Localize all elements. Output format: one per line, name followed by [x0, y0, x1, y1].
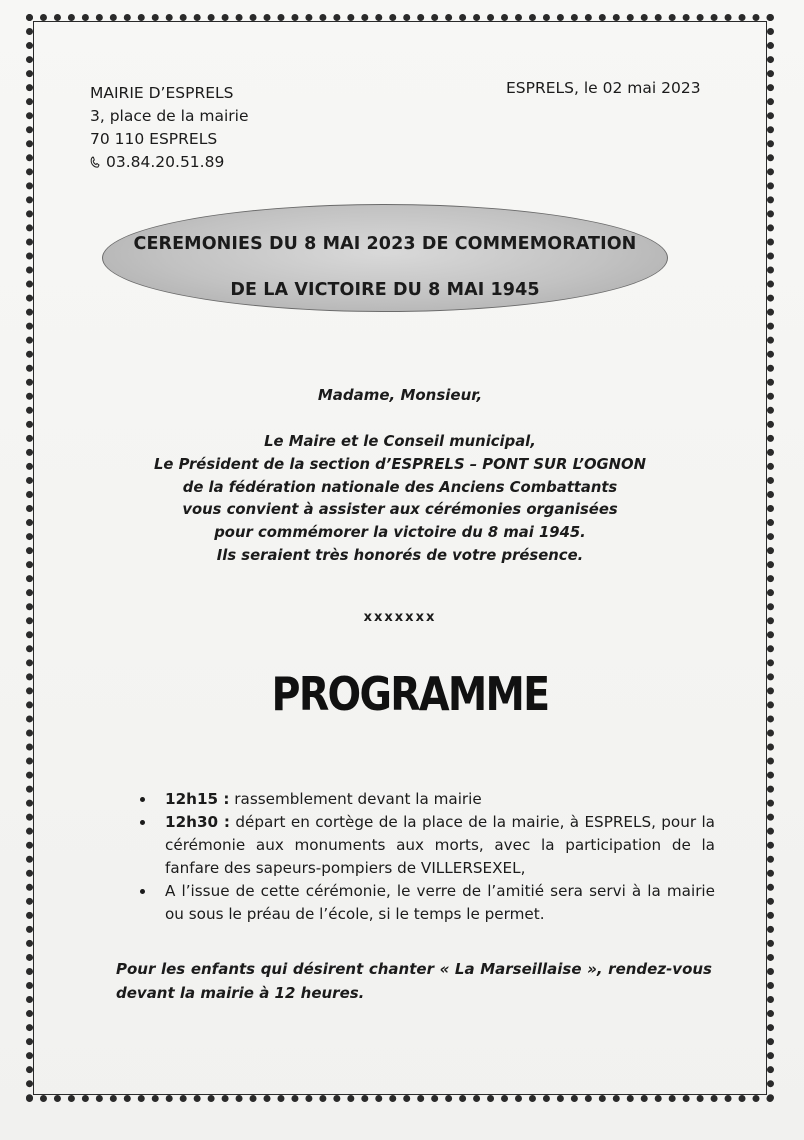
sender-street: 3, place de la mairie: [90, 107, 249, 125]
date-line: ESPRELS, le 02 mai 2023: [506, 79, 701, 97]
bullet-icon: [140, 820, 145, 825]
invitation-text: [100, 431, 700, 568]
programme-heading: PROGRAMME: [271, 667, 549, 721]
children-note: [116, 957, 712, 1005]
sender-address-block: [90, 82, 249, 174]
sender-phone: 03.84.20.51.89: [106, 153, 225, 171]
sender-city: 70 110 ESPRELS: [90, 130, 218, 148]
sender-name: MAIRIE D’ESPRELS: [90, 84, 234, 102]
phone-icon: [90, 156, 101, 168]
title-line-2: DE LA VICTOIRE DU 8 MAI 1945: [230, 280, 540, 300]
programme-time: 12h30 :: [165, 813, 230, 831]
title-line-1: CEREMONIES DU 8 MAI 2023 DE COMMEMORATION: [133, 234, 637, 254]
programme-text: départ en cortège de la place de la mairie, à ESPRELS, pour la cérémonie aux monuments aux morts, avec la participation de la fanfare des sapeurs-pompiers de VILLERSEXEL,: [165, 813, 715, 877]
bullet-icon: [140, 797, 145, 802]
children-note-line-1: Pour les enfants qui désirent chanter « La Marseillaise », rendez-vous: [116, 960, 712, 978]
separator: xxxxxxx: [363, 610, 437, 625]
bullet-icon: [140, 889, 145, 894]
programme-time: 12h15 :: [165, 790, 230, 808]
children-note-line-2: devant la mairie à 12 heures.: [116, 984, 365, 1002]
sender-phone-line: [90, 151, 249, 174]
programme-item: [140, 788, 715, 811]
programme-text: rassemblement devant la mairie: [234, 790, 482, 808]
invitation-line: de la fédération nationale des Anciens Combattants: [182, 478, 618, 496]
invitation-line: vous convient à assister aux cérémonies organisées: [182, 501, 618, 519]
greeting: Madame, Monsieur,: [317, 386, 483, 404]
invitation-line: Le Maire et le Conseil municipal,: [264, 433, 536, 450]
programme-text: A l’issue de cette cérémonie, le verre de l’amitié sera servi à la mairie ou sous le préau de l’école, si le temps le permet.: [165, 882, 715, 923]
invitation-line: pour commémorer la victoire du 8 mai 1945.: [214, 524, 586, 542]
programme-list: [140, 788, 715, 926]
programme-item: [140, 811, 715, 880]
programme-item: [140, 880, 715, 926]
invitation-line: Ils seraient très honorés de votre présence.: [216, 546, 584, 564]
invitation-line: Le Président de la section d’ESPRELS – PONT SUR L’OGNON: [153, 455, 647, 473]
